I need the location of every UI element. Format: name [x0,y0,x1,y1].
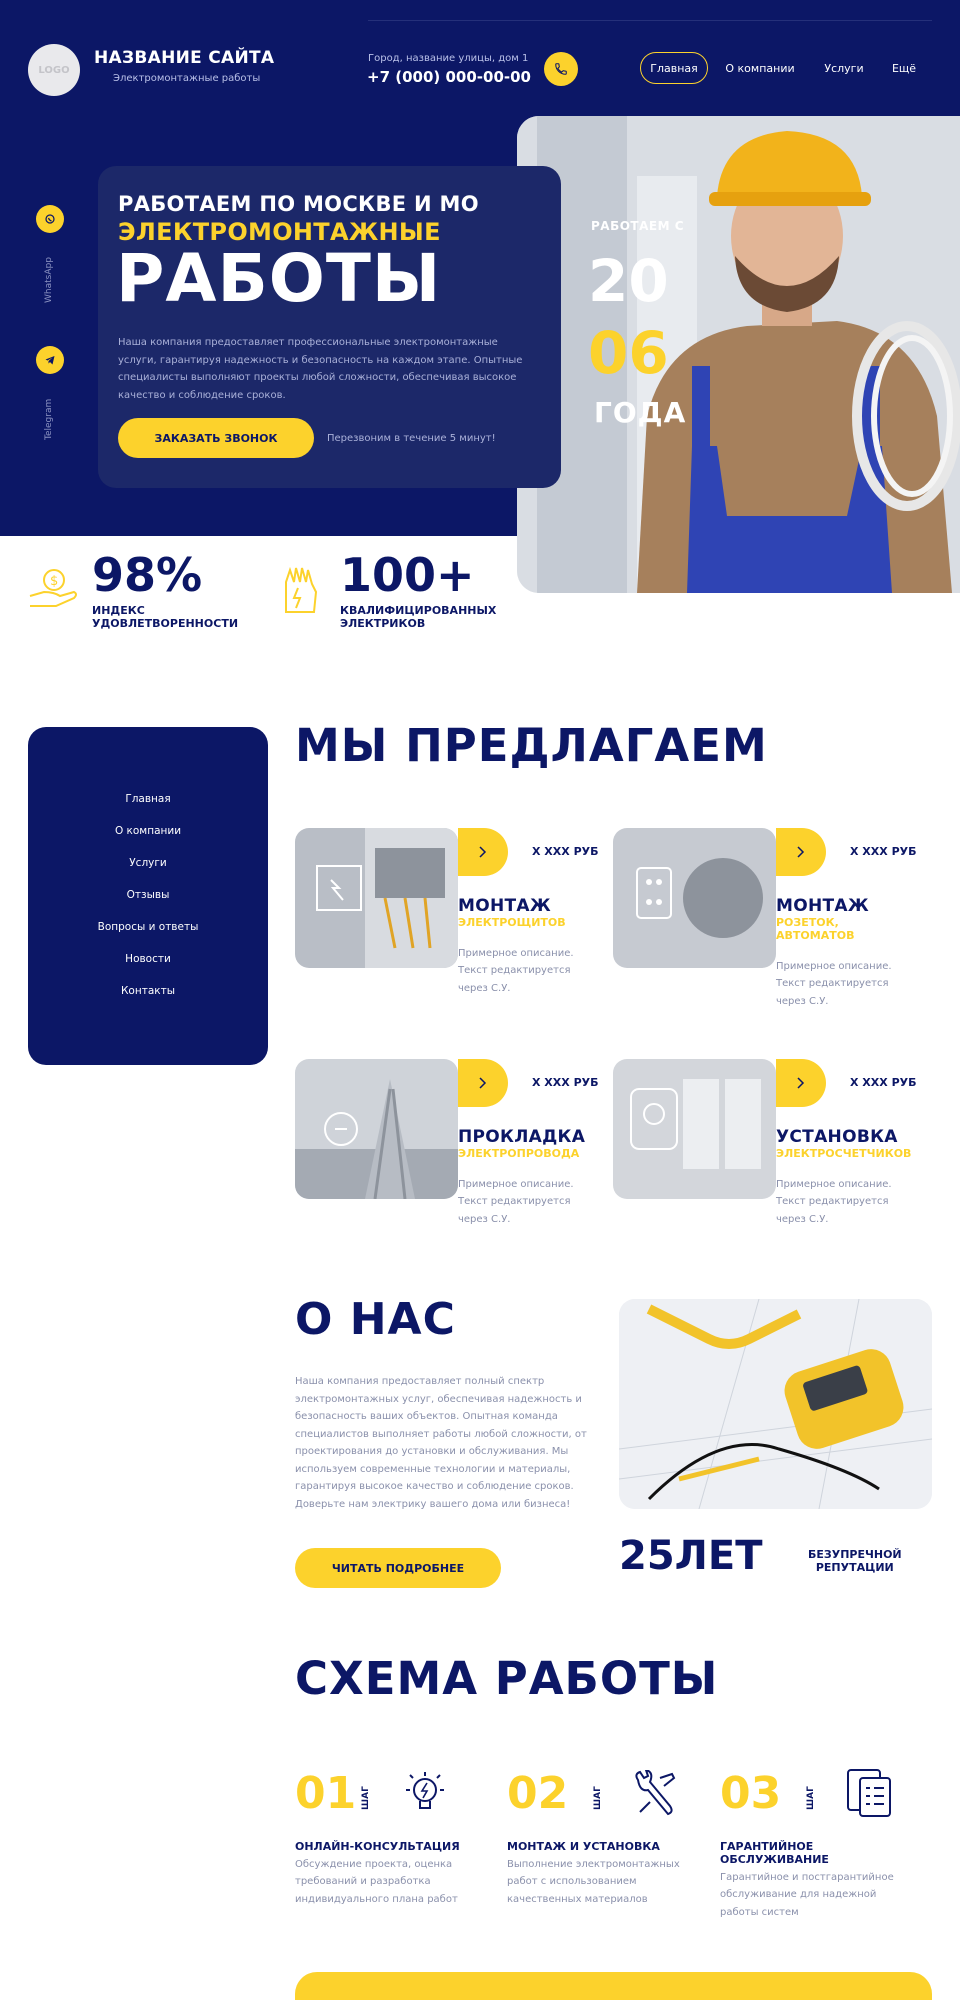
step-2-desc-1: Выполнение электромонтажных [507,1859,680,1870]
money-hand-icon [26,562,80,616]
service-2-arrow-button[interactable] [776,828,826,876]
bottom-cta-banner[interactable] [295,1972,932,2000]
since-unit: ГОДА [594,396,687,429]
since-year-top: 20 [588,247,669,315]
address: Город, название улицы, дом 1 [368,53,529,64]
service-3-subtitle: ЭЛЕКТРОПРОВОДА [458,1147,580,1160]
service-1-arrow-button[interactable] [458,828,508,876]
main-nav [640,52,932,84]
step-2-desc-2: работ с использованием [507,1876,637,1887]
stat-electricians-label-2: ЭЛЕКТРИКОВ [340,617,426,630]
hero-title: РАБОТЫ [116,240,442,317]
chevron-right-icon [479,846,487,858]
chevron-right-icon [479,1077,487,1089]
about-photo-multimeter [619,1299,932,1509]
header-divider [368,20,932,21]
step-1-title: ОНЛАЙН-КОНСУЛЬТАЦИЯ [295,1840,460,1853]
step-2-desc-3: качественных материалов [507,1894,648,1905]
service-2-desc-2: Текст редактируется [776,978,889,989]
step-1-word: ШАГ [361,1786,371,1810]
service-1-desc-3: через С.У. [458,983,511,994]
years-value: 25ЛЕТ [619,1533,763,1579]
checklist-icon [844,1768,894,1818]
site-name[interactable]: НАЗВАНИЕ САЙТА [94,48,275,68]
service-4-desc-3: через С.У. [776,1214,829,1225]
service-1-title: МОНТАЖ [458,896,551,916]
sidebar-item-services[interactable]: Услуги [129,857,167,869]
telegram-icon [44,354,56,366]
stat-satisfaction-value: 98% [92,548,203,602]
step-1-desc-3: индивидуального плана работ [295,1894,458,1905]
step-3-desc-2: обслуживание для надежной [720,1889,877,1900]
service-1-desc-2: Текст редактируется [458,965,571,976]
service-4-desc-2: Текст редактируется [776,1196,889,1207]
hero-line-1: РАБОТАЕМ ПО МОСКВЕ И МО [118,192,479,216]
service-4-subtitle: ЭЛЕКТРОСЧЕТЧИКОВ [776,1147,912,1160]
reputation-label-2: РЕПУТАЦИИ [815,1561,894,1574]
sidebar-item-home[interactable]: Главная [125,793,171,805]
step-1-desc-1: Обсуждение проекта, оценка [295,1859,453,1870]
chevron-right-icon [797,1077,805,1089]
phone-button[interactable] [544,52,578,86]
nav-services[interactable]: Услуги [824,61,864,75]
service-image-meters [613,1059,776,1199]
lightbulb-icon [404,1770,446,1818]
site-subtitle: Электромонтажные работы [113,73,261,84]
stat-electricians-value: 100+ [340,548,475,602]
order-call-button[interactable]: ЗАКАЗАТЬ ЗВОНОК [118,418,314,458]
hero-card [98,166,561,488]
hero-line-2: ЭЛЕКТРОМОНТАЖНЫЕ [118,218,441,246]
step-2-title: МОНТАЖ И УСТАНОВКА [507,1840,660,1853]
scheme-title: СХЕМА РАБОТЫ [295,1652,719,1705]
step-3-number: 03 [720,1768,782,1819]
step-1-number: 01 [295,1768,357,1819]
step-1-desc-2: требований и разработка [295,1876,431,1887]
nav-about[interactable]: О компании [725,61,795,75]
telegram-button[interactable] [36,346,64,374]
service-4-price: Х ХХХ РУБ [850,1076,917,1089]
service-image-cables [295,1059,458,1199]
telegram-label[interactable]: Telegram [44,398,54,440]
service-3-title: ПРОКЛАДКА [458,1127,586,1147]
step-2-word: ШАГ [593,1786,603,1810]
step-3-word: ШАГ [806,1786,816,1810]
sidebar-item-about[interactable]: О компании [114,825,182,837]
whatsapp-label[interactable]: WhatsApp [44,257,54,303]
whatsapp-button[interactable] [36,205,64,233]
service-2-subtitle-1: РОЗЕТОК, [776,916,839,929]
service-image-panels [295,828,458,968]
sidebar-item-faq[interactable]: Вопросы и ответы [97,921,199,933]
stat-electricians-label-1: КВАЛИФИЦИРОВАННЫХ [340,604,497,617]
service-2-desc-1: Примерное описание. [776,961,892,972]
service-3-desc-3: через С.У. [458,1214,511,1225]
about-text: Наша компания предоставляет полный спектр электромонтажных услуг, обеспечивая надежность и безопасность ваших объектов. Опытная команда специалистов выполняет работы любой сложности, от проектирования до установки и обслуживания. Мы используем современные технологии и материалы, гарантируя высокое качество и соблюдение сроков. Доверьте нам электрику вашего дома или бизнеса! [295,1376,587,1510]
service-2-desc-3: через С.У. [776,996,829,1007]
phone-number[interactable]: +7 (000) 000-00-00 [367,68,531,86]
sidebar-menu [28,727,268,1065]
service-3-desc-2: Текст редактируется [458,1196,571,1207]
offer-title: МЫ ПРЕДЛАГАЕМ [295,719,768,772]
step-3-desc-1: Гарантийное и постгарантийное [720,1872,894,1883]
service-3-price: Х ХХХ РУБ [532,1076,599,1089]
callback-note: Перезвоним в течение 5 минут! [327,433,496,444]
service-4-desc-1: Примерное описание. [776,1179,892,1190]
chevron-right-icon [797,846,805,858]
service-1-subtitle: ЭЛЕКТРОЩИТОВ [458,916,566,929]
nav-home[interactable]: Главная [640,52,708,84]
since-year-bottom: 06 [588,319,669,387]
service-2-subtitle-2: АВТОМАТОВ [776,929,855,942]
whatsapp-icon [44,213,56,225]
reputation-label [808,1548,902,1574]
step-3-desc-3: работы систем [720,1907,799,1918]
service-2-price: Х ХХХ РУБ [850,845,917,858]
glove-icon [276,562,324,616]
service-2-title: МОНТАЖ [776,896,869,916]
since-label: РАБОТАЕМ С [591,219,685,233]
hero-description: Наша компания предоставляет профессиональные электромонтажные услуги, гарантируя надежность и безопасность на каждом этапе. Опытные специалисты выполняют проекты любой сложности, обеспечивая высокое качество и соблюдение сроков. [118,337,523,401]
step-3-title-2: ОБСЛУЖИВАНИЕ [720,1853,829,1866]
about-title: О НАС [295,1294,456,1345]
logo[interactable]: LOGO [28,44,80,96]
nav-more[interactable]: Ещё [891,61,917,75]
sidebar-item-reviews[interactable]: Отзывы [126,889,170,901]
step-2-number: 02 [507,1768,569,1819]
service-1-price: Х ХХХ РУБ [532,845,599,858]
read-more-button[interactable]: ЧИТАТЬ ПОДРОБНЕЕ [295,1548,501,1588]
sidebar-item-contacts[interactable]: Контакты [120,985,176,997]
tools-icon [630,1770,678,1818]
service-4-arrow-button[interactable] [776,1059,826,1107]
phone-icon [554,62,568,76]
reputation-label-1: БЕЗУПРЕЧНОЙ [808,1548,902,1561]
service-3-desc-1: Примерное описание. [458,1179,574,1190]
stat-satisfaction-label-2: УДОВЛЕТВОРЕННОСТИ [92,617,239,630]
service-3-arrow-button[interactable] [458,1059,508,1107]
service-1-desc-1: Примерное описание. [458,948,574,959]
stat-satisfaction-label-1: ИНДЕКС [92,604,145,617]
svg-text:$: $ [50,574,59,589]
service-4-title: УСТАНОВКА [776,1127,898,1147]
sidebar-item-news[interactable]: Новости [125,953,171,965]
service-image-sockets [613,828,776,968]
hero-photo-electrician [517,116,960,593]
step-3-title-1: ГАРАНТИЙНОЕ [720,1840,814,1853]
